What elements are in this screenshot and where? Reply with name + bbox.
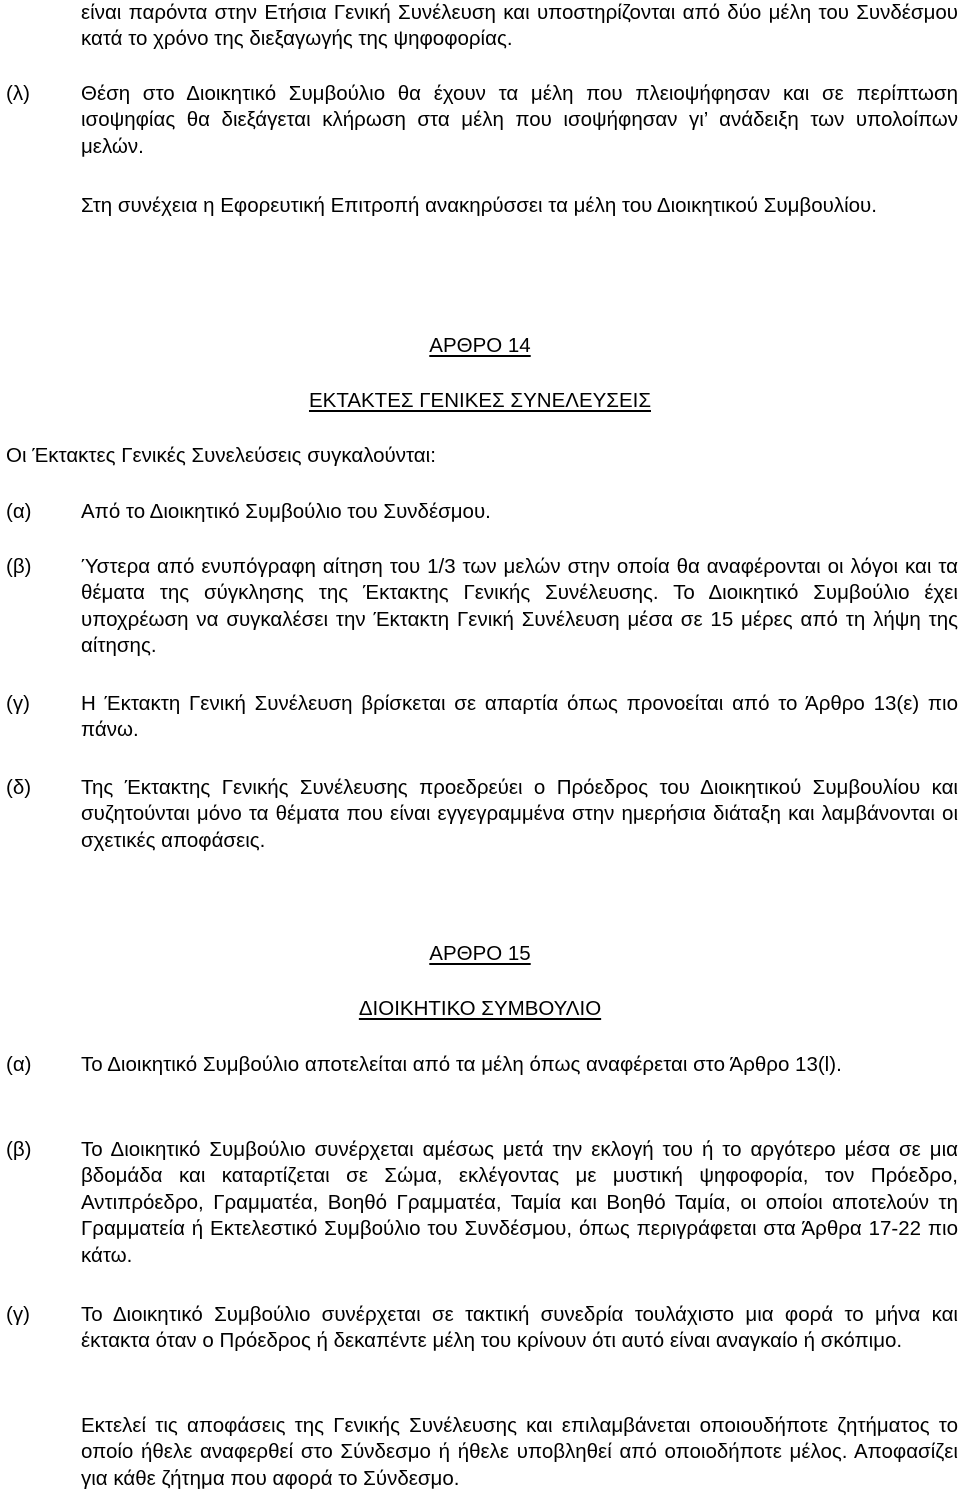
article14-intro: Οι Έκτακτες Γενικές Συνελεύσεις συγκαλούνται: [6,444,436,467]
article14-item-label: (γ) [6,692,30,715]
item-lambda-followup: Στη συνέχεια η Εφορευτική Επιτροπή ανακηρύσσει τα μέλη του Διοικητικού Συμβουλίου. [81,194,877,217]
item-lambda-text: Θέση στο Διοικητικό Συμβούλιο θα έχουν τα μέλη που πλειοψήφησαν και σε περίπτωση ισοψηφίας θα διεξάγεται κλήρωση στα μέλη που ισοψήφησαν γι’ ανάδειξη των υπολοίπων μελών. [81,82,958,158]
article15-item-text: Το Διοικητικό Συμβούλιο συνέρχεται αμέσως μετά την εκλογή του ή το αργότερο μέσα σε μια βδομάδα και καταρτίζεται σε Σώμα, εκλέγοντας με μυστική ψηφοφορία, τον Πρόεδρο, Αντιπρόεδρο, Γραμματέα, Βοηθό Γραμματέα, Ταμία και Βοηθό Ταμία, οι οποίοι αποτελούν τη Γραμματεία ή Εκτελεστικό Συμβούλιο του Συνδέσμου, όπως περιγράφεται στα Άρθρα 17-22 πιο κάτω. [81,1138,958,1267]
article15-item-text: Το Διοικητικό Συμβούλιο αποτελείται από τα μέλη όπως αναφέρεται στο Άρθρο 13(l). [81,1053,842,1076]
article15-item-label: (β) [6,1138,32,1161]
article14-title: ΕΚΤΑΚΤΕΣ ΓΕΝΙΚΕΣ ΣΥΝΕΛΕΥΣΕΙΣ [308,389,651,412]
item-lambda-label: (λ) [6,82,30,105]
article14-item-text: Της Έκτακτης Γενικής Συνέλευσης προεδρεύει ο Πρόεδρος του Διοικητικού Συμβουλίου και συζητούνται μόνο τα θέματα που είναι εγγεγραμμένα στην ημερήσια διάταξη και λαμβάνονται οι σχετικές αποφάσεις. [81,776,958,852]
article14-number: ΑΡΘΡΟ 14 [429,334,531,357]
article15-item-text: Το Διοικητικό Συμβούλιο συνέρχεται σε τακτική συνεδρία τουλάχιστο μια φορά το μήνα και έκτακτα όταν ο Πρόεδρος ή δεκαπέντε μέλη του κρίνουν ότι αυτό είναι αναγκαίο ή σκόπιμο. [81,1303,958,1353]
article14-item-label: (δ) [6,776,32,799]
article15-title: ΔΙΟΙΚΗΤΙΚΟ ΣΥΜΒΟΥΛΙΟ [358,997,602,1020]
article15-item-label: (α) [6,1053,32,1076]
article14-item-text: Από το Διοικητικό Συμβούλιο του Συνδέσμου. [81,500,491,523]
article14-item-label: (α) [6,500,32,523]
article14-item-text: Ύστερα από ενυπόγραφη αίτηση του 1/3 των μελών στην οποία θα αναφέρονται οι λόγοι και τα θέματα της σύγκλησης της Έκτακτης Γενικής Συνέλευσης. Το Διοικητικό Συμβούλιο έχει υποχρέωση να συγκαλέσει την Έκτακτη Γενική Συνέλευση μέσα σε 15 μέρες από τη λήψη της αίτησης. [81,555,958,658]
article14-item-label: (β) [6,555,32,578]
article15-closing-paragraph: Εκτελεί τις αποφάσεις της Γενικής Συνέλευσης και επιλαμβάνεται οποιουδήποτε ζητήματος το οποίο ήθελε αναφερθεί στο Σύνδεσμο ή ήθελε υποβληθεί από οποιοδήποτε μέλος. Αποφασίζει για κάθε ζήτημα που αφορά το Σύνδεσμο. [81,1414,958,1490]
continuation-paragraph: είναι παρόντα στην Ετήσια Γενική Συνέλευση και υποστηρίζονται από δύο μέλη του Συνδέσμου κατά το χρόνο της διεξαγωγής της ψηφοφορίας. [81,1,958,51]
article15-number: ΑΡΘΡΟ 15 [429,942,531,965]
article15-item-label: (γ) [6,1303,30,1326]
article14-item-text: Η Έκτακτη Γενική Συνέλευση βρίσκεται σε απαρτία όπως προνοείται από το Άρθρο 13(ε) πιο πάνω. [81,692,958,742]
